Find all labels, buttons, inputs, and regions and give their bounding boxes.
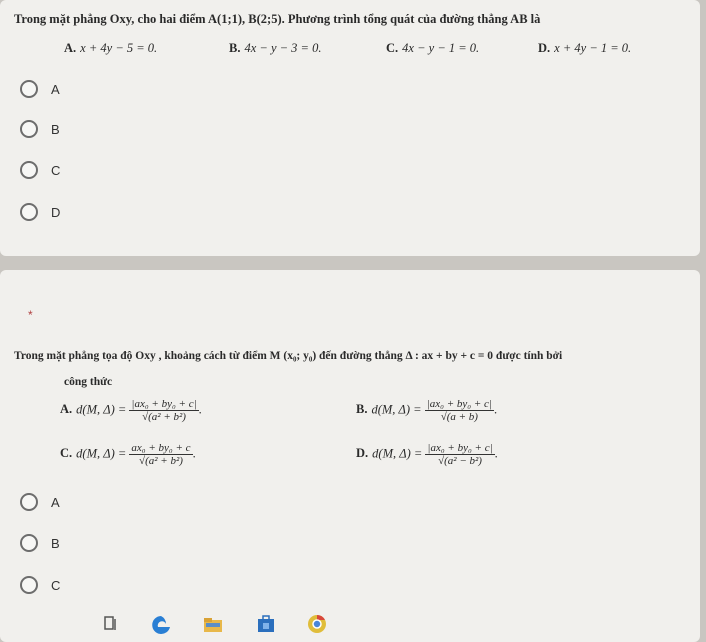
q1-option-b: B. 4x − y − 3 = 0.: [229, 41, 322, 55]
chrome-icon[interactable]: [307, 614, 327, 639]
q2-option-a: A. d(M, Δ) = $\frac{\text{|ax₀ + by₀ + c|}}{\text{√(a² + b²)}}$ .: [60, 398, 202, 424]
q1-choice-a[interactable]: [20, 80, 60, 98]
store-icon[interactable]: [257, 615, 275, 638]
radio-button[interactable]: [20, 120, 38, 138]
taskview-icon[interactable]: [104, 616, 118, 637]
choice-label: C: [51, 577, 61, 593]
q1-option-a: A. x + 4y − 5 = 0.: [64, 41, 158, 55]
radio-button[interactable]: [20, 493, 38, 511]
question-2-text-line2: công thức: [64, 376, 113, 388]
choice-label: C: [51, 162, 61, 178]
file-explorer-icon[interactable]: [203, 617, 223, 638]
q2-choice-a[interactable]: [20, 493, 60, 511]
q2-choice-c[interactable]: [20, 576, 60, 594]
edge-icon[interactable]: [150, 614, 172, 641]
q1-choice-d[interactable]: [20, 203, 60, 221]
radio-button[interactable]: [20, 203, 38, 221]
required-asterisk: *: [28, 308, 33, 322]
q2-choice-b[interactable]: [20, 534, 60, 552]
q2-option-d: D. d(M, Δ) = $\frac{\text{|ax₀ + by₀ + c|}}{\text{√(a² − b²)}}$ .: [356, 442, 498, 468]
radio-button[interactable]: [20, 161, 38, 179]
radio-button[interactable]: [20, 80, 38, 98]
question-1-text: Trong mặt phẳng Oxy, cho hai điểm A(1;1), B(2;5). Phương trình tổng quát của đường thẳng AB là: [14, 12, 541, 26]
choice-label: A: [51, 81, 60, 97]
q1-choice-b[interactable]: [20, 120, 60, 138]
choice-label: A: [51, 494, 60, 510]
choice-label: B: [51, 535, 60, 551]
q1-option-d: D. x + 4y − 1 = 0.: [538, 41, 632, 55]
question-2-text: Trong mặt phẳng tọa độ Oxy , khoảng cách từ điểm M (x₀; y₀) đến đường thẳng Δ : ax + by + c = 0 được tính bởi: [14, 350, 563, 362]
question-card-1: [0, 0, 700, 256]
taskbar: [0, 608, 706, 642]
question-card-2: [0, 270, 700, 642]
radio-button[interactable]: [20, 534, 38, 552]
q1-option-c: C. 4x − y − 1 = 0.: [386, 41, 480, 55]
q2-option-c: C. d(M, Δ) = $\frac{\text{ax₀ + by₀ + c}}{\text{√(a² + b²)}}$ .: [60, 442, 196, 468]
choice-label: B: [51, 121, 60, 137]
choice-label: D: [51, 204, 61, 220]
q1-choice-c[interactable]: [20, 161, 60, 179]
q2-option-b: B. d(M, Δ) = $\frac{\text{|ax₀ + by₀ + c|}}{√(a + b)}$ .: [356, 398, 498, 424]
radio-button[interactable]: [20, 576, 38, 594]
